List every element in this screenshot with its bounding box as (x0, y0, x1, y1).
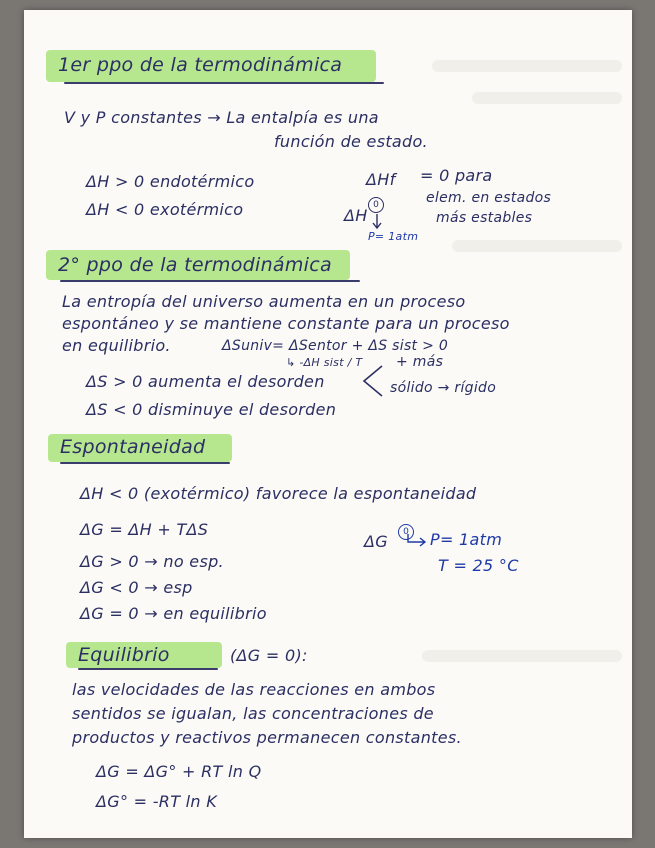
section-heading-esp: Espontaneidad (60, 436, 206, 458)
standard-gibbs-symbol: ΔG (364, 532, 388, 551)
esp-gibbs-zero: ΔG = 0 → en equilibrio (80, 604, 267, 623)
ppo2-line3: en equilibrio. (62, 336, 171, 355)
entropy-decrease: ΔS < 0 disminuye el desorden (86, 400, 337, 419)
esp-line1: ΔH < 0 (exotérmico) favorece la espontaneidad (80, 484, 477, 503)
section-heading-eq: Equilibrio (78, 644, 170, 666)
standard-gibbs-temperature: T = 25 °C (438, 556, 519, 575)
ppo2-equation: ΔSuniv= ΔSentor + ΔS sist > 0 (222, 338, 449, 354)
esp-gibbs-eq: ΔG = ΔH + TΔS (80, 520, 209, 539)
ppo2-line1: La entropía del universo aumenta en un proceso (62, 292, 466, 311)
bleed-through (452, 240, 622, 252)
notebook-page (24, 10, 632, 838)
down-arrow-icon (372, 214, 382, 230)
standard-gibbs-pressure: P= 1atm (430, 530, 503, 549)
less-than-bracket-icon (362, 364, 384, 398)
bleed-through (432, 60, 622, 72)
arrow-icon (406, 534, 428, 548)
ppo1-line1: V y P constantes → La entalpía es una (64, 108, 379, 127)
standard-state-mark: 0 (368, 197, 384, 213)
standard-enthalpy-symbol: ΔH (344, 206, 368, 225)
entropy-increase: ΔS > 0 aumenta el desorden (86, 372, 325, 391)
formation-enthalpy-text: = 0 para (420, 166, 493, 185)
formation-enthalpy-symbol: ΔHf (366, 170, 396, 189)
section-heading-ppo1: 1er ppo de la termodinámica (58, 54, 343, 76)
eq-condition: (ΔG = 0): (230, 646, 308, 665)
esp-gibbs-positive: ΔG > 0 → no esp. (80, 552, 224, 571)
bleed-through (422, 650, 622, 662)
eq-line1: las velocidades de las reacciones en ambos (72, 680, 436, 699)
ppo2-subequation: ↳ -ΔH sist / T (286, 356, 363, 369)
eq-formula-q: ΔG = ΔG° + RT ln Q (96, 762, 262, 781)
heading-underline (60, 280, 360, 282)
heading-underline (64, 82, 384, 84)
eq-formula-k: ΔG° = -RT ln K (96, 792, 218, 811)
standard-state-mark: 0 (398, 524, 414, 540)
section-heading-ppo2: 2° ppo de la termodinámica (58, 254, 332, 276)
ppo1-line2: función de estado. (274, 132, 428, 151)
entropy-more: + más (396, 354, 444, 370)
heading-underline (78, 668, 218, 670)
formation-enthalpy-line2: elem. en estados (426, 190, 552, 206)
formation-enthalpy-line3: más estables (436, 210, 533, 226)
esp-gibbs-negative: ΔG < 0 → esp (80, 578, 193, 597)
eq-line3: productos y reactivos permanecen constantes. (72, 728, 462, 747)
heading-underline (60, 462, 230, 464)
entropy-order: sólido → rígido (390, 380, 497, 396)
eq-line2: sentidos se igualan, las concentraciones de (72, 704, 434, 723)
ppo1-endo: ΔH > 0 endotérmico (86, 172, 255, 191)
bleed-through (472, 92, 622, 104)
ppo1-exo: ΔH < 0 exotérmico (86, 200, 244, 219)
ppo2-line2: espontáneo y se mantiene constante para un proceso (62, 314, 510, 333)
standard-pressure: P= 1atm (368, 230, 419, 243)
